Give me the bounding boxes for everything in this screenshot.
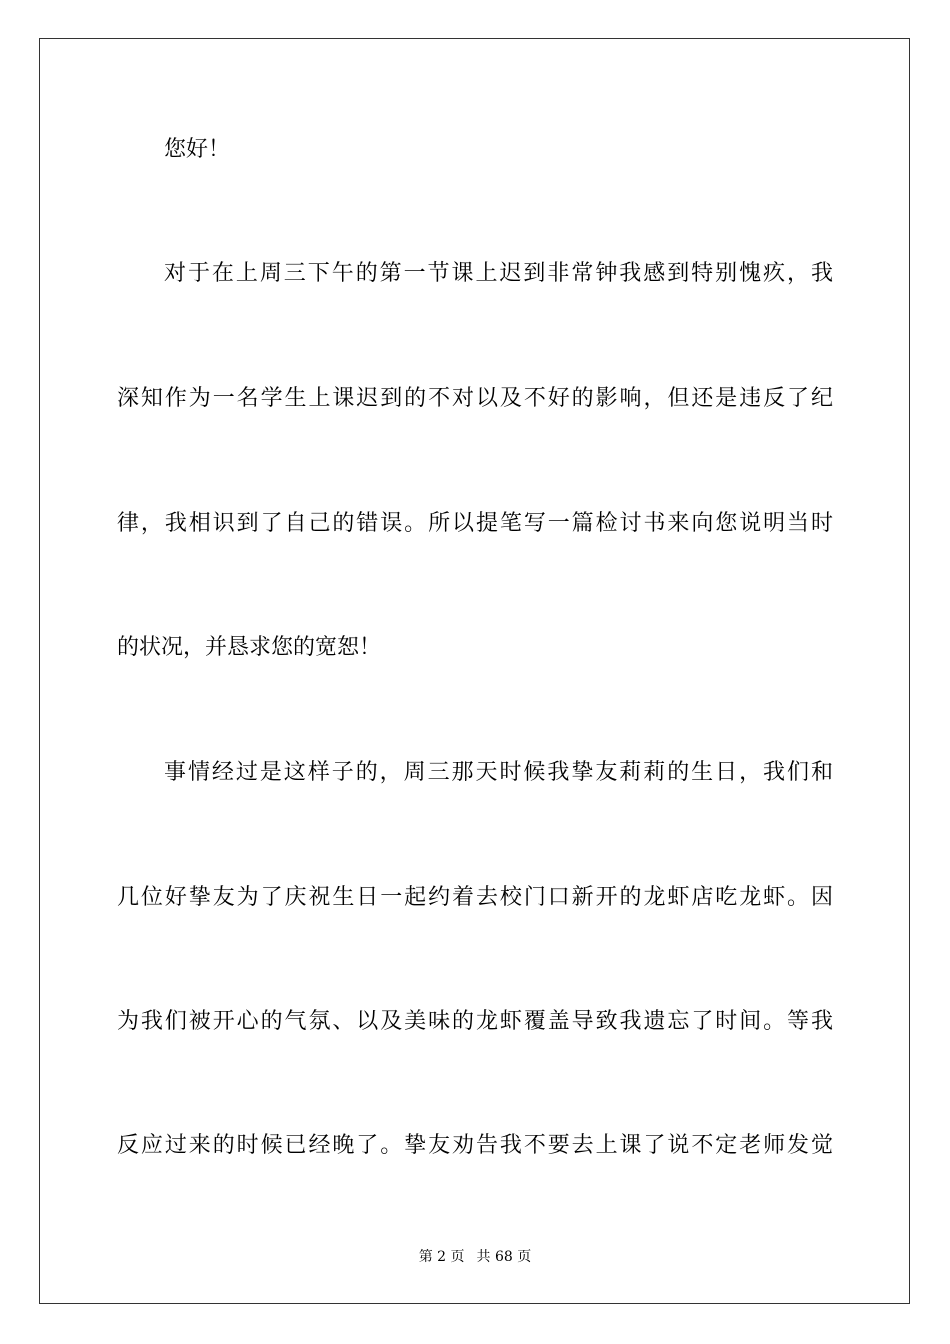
body-line: 为我们被开心的气氛、以及美味的龙虾覆盖导致我遗忘了时间。等我: [117, 1009, 833, 1034]
body-line: 对于在上周三下午的第一节课上迟到非常钟我感到特别愧疚，我: [164, 261, 833, 286]
body-line: 事情经过是这样子的，周三那天时候我挚友莉莉的生日，我们和: [164, 760, 833, 785]
body-line: 几位好挚友为了庆祝生日一起约着去校门口新开的龙虾店吃龙虾。因: [117, 885, 833, 910]
page-total: 共 68 页: [476, 1249, 532, 1265]
body-line: 反应过来的时候已经晚了。挚友劝告我不要去上课了说不定老师发觉: [117, 1133, 833, 1158]
page-border: [39, 38, 910, 1304]
body-line: 深知作为一名学生上课迟到的不对以及不好的影响，但还是违反了纪: [117, 386, 833, 411]
salutation-line: 您好！: [164, 137, 231, 162]
body-line: 的状况，并恳求您的宽恕！: [117, 635, 382, 660]
body-line: 律，我相识到了自己的错误。所以提笔写一篇检讨书来向您说明当时: [117, 511, 833, 536]
page-footer: [0, 1247, 950, 1267]
page-number: 第 2 页: [418, 1249, 465, 1265]
